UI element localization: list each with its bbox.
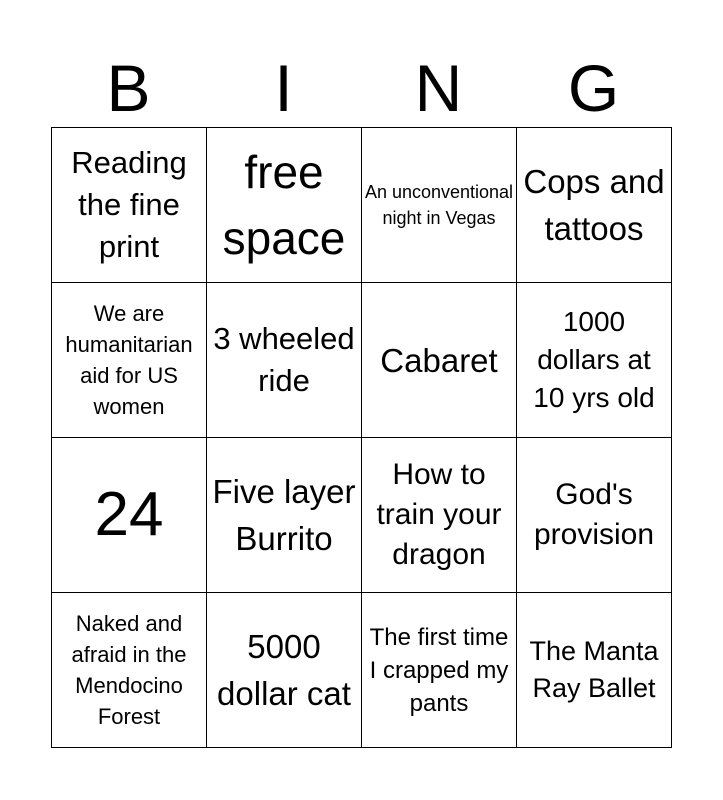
bingo-cell-r2-c1[interactable] xyxy=(52,283,207,438)
bingo-cell-r3-c2[interactable] xyxy=(207,438,362,593)
bingo-cell-r2-c4[interactable] xyxy=(517,283,672,438)
bingo-cell-r4-c1[interactable] xyxy=(52,593,207,748)
bingo-cell-r3-c1[interactable] xyxy=(52,438,207,593)
cell-text: An unconventional night in Vegas xyxy=(364,182,514,228)
cell-text: 24 xyxy=(94,480,164,549)
cell-text: The Manta Ray Ballet xyxy=(529,636,659,703)
header-letter-n: N xyxy=(414,51,463,125)
bingo-cell-r4-c3[interactable] xyxy=(362,593,517,748)
cell-text: God's provision xyxy=(533,478,655,551)
bingo-cell-r1-c2[interactable] xyxy=(207,128,362,283)
bingo-cell-r3-c4[interactable] xyxy=(517,438,672,593)
bingo-cell-r1-c3[interactable] xyxy=(362,128,517,283)
cell-text: 1000 dollars at 10 yrs old xyxy=(533,306,655,413)
cell-text: How to train your dragon xyxy=(376,458,502,571)
bingo-cell-r2-c2[interactable] xyxy=(207,283,362,438)
bingo-grid xyxy=(51,127,672,748)
cell-text: Five layer Burrito xyxy=(212,473,356,557)
bingo-cell-r3-c3[interactable] xyxy=(362,438,517,593)
bingo-cell-r4-c4[interactable] xyxy=(517,593,672,748)
bingo-cell-r1-c4[interactable] xyxy=(517,128,672,283)
cell-text: The first time I crapped my pants xyxy=(369,623,509,717)
cell-text: We are humanitarian aid for US women xyxy=(65,301,193,419)
header-letter-i: I xyxy=(274,51,293,125)
cell-text: free space xyxy=(222,146,346,264)
bingo-cell-r1-c1[interactable] xyxy=(52,128,207,283)
bingo-cell-r2-c3[interactable] xyxy=(362,283,517,438)
cell-text: 3 wheeled ride xyxy=(213,321,355,398)
cell-text: Cabaret xyxy=(380,341,498,379)
cell-text: Reading the fine print xyxy=(71,145,187,264)
cell-text: Naked and afraid in the Mendocino Forest xyxy=(71,611,187,729)
header-letter-b: B xyxy=(106,51,151,125)
header-letter-g: G xyxy=(567,51,620,125)
bingo-header xyxy=(51,48,671,128)
bingo-cell-r4-c2[interactable] xyxy=(207,593,362,748)
cell-text: 5000 dollar cat xyxy=(217,628,351,712)
cell-text: Cops and tattoos xyxy=(523,163,665,247)
